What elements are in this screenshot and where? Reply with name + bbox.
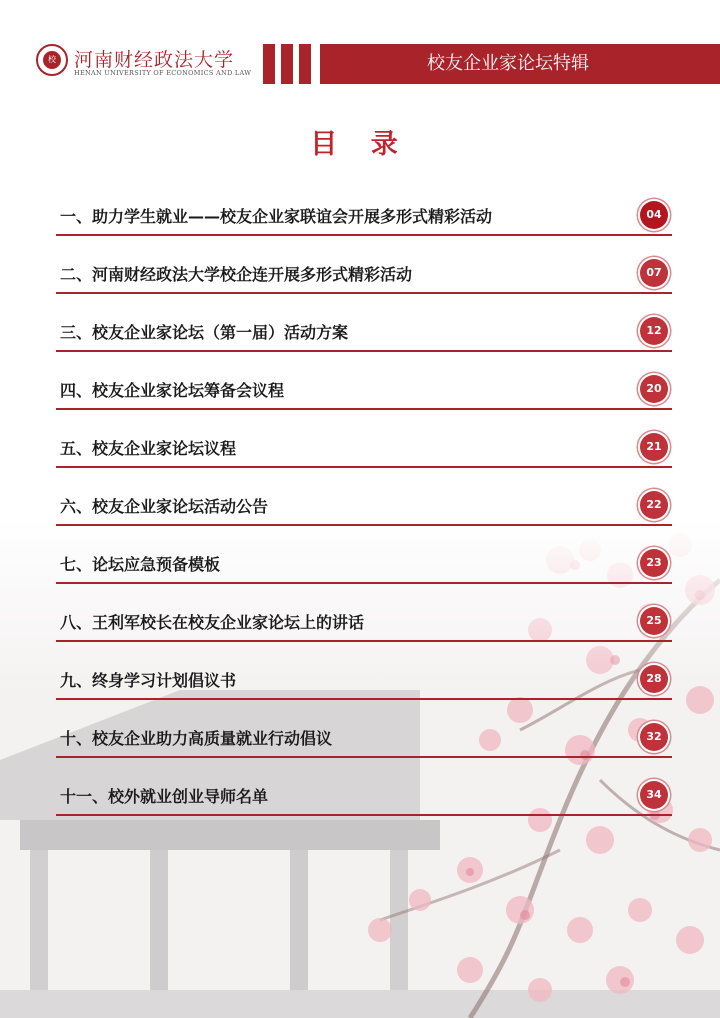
- toc-item[interactable]: [56, 422, 676, 478]
- university-logo: [36, 44, 252, 80]
- toc-page-badge: 12: [640, 317, 668, 345]
- header-banner: [320, 44, 720, 84]
- toc-item[interactable]: [56, 364, 676, 420]
- toc-divider: [56, 814, 672, 816]
- toc-divider: [56, 756, 672, 758]
- toc-item-label: 十一、校外就业创业导师名单: [60, 787, 269, 806]
- toc-divider: [56, 698, 672, 700]
- campus-blossom-background: [0, 520, 720, 1018]
- toc-title: 目 录: [310, 129, 410, 160]
- header-stripe: [263, 44, 275, 84]
- toc-divider: [56, 408, 672, 410]
- toc-item-label: 十、校友企业助力高质量就业行动倡议: [60, 729, 333, 748]
- toc-page-badge: 25: [640, 607, 668, 635]
- toc-item-label: 三、校友企业家论坛（第一届）活动方案: [60, 323, 349, 342]
- university-name-en: HENAN UNIVERSITY OF ECONOMICS AND LAW: [74, 69, 252, 77]
- toc-item[interactable]: [56, 538, 676, 594]
- header-stripe: [299, 44, 311, 84]
- toc-item[interactable]: [56, 480, 676, 536]
- toc-divider: [56, 292, 672, 294]
- toc-item[interactable]: [56, 654, 676, 710]
- toc-item[interactable]: [56, 306, 676, 362]
- toc-page-badge: 32: [640, 723, 668, 751]
- page-header: [0, 0, 720, 110]
- header-stripe: [281, 44, 293, 84]
- toc-item-label: 二、河南财经政法大学校企连开展多形式精彩活动: [60, 265, 413, 284]
- toc-divider: [56, 466, 672, 468]
- toc-page-badge: 07: [640, 259, 668, 287]
- toc-item-label: 九、终身学习计划倡议书: [60, 671, 237, 690]
- toc-item-label: 五、校友企业家论坛议程: [60, 439, 237, 458]
- toc-item-label: 四、校友企业家论坛筹备会议程: [60, 381, 285, 400]
- toc-item[interactable]: [56, 770, 676, 826]
- toc-item-label: 一、助力学生就业——校友企业家联谊会开展多形式精彩活动: [60, 207, 493, 226]
- toc-item[interactable]: [56, 190, 676, 246]
- toc-page-badge: 20: [640, 375, 668, 403]
- toc-item[interactable]: [56, 596, 676, 652]
- toc-divider: [56, 582, 672, 584]
- toc-item-label: 八、王利军校长在校友企业家论坛上的讲话: [60, 613, 365, 632]
- university-name: 河南财经政法大学: [74, 49, 235, 71]
- toc-page-badge: 23: [640, 549, 668, 577]
- toc-page-badge: 04: [640, 201, 668, 229]
- toc-page-badge: 21: [640, 433, 668, 461]
- toc-divider: [56, 524, 672, 526]
- toc-item-label: 六、校友企业家论坛活动公告: [60, 497, 269, 516]
- toc-page-badge: 22: [640, 491, 668, 519]
- banner-title: 校友企业家论坛特辑: [427, 53, 589, 74]
- university-seal-icon: 校: [36, 44, 68, 76]
- toc-page-badge: 34: [640, 781, 668, 809]
- toc-divider: [56, 640, 672, 642]
- toc-page-badge: 28: [640, 665, 668, 693]
- toc-divider: [56, 234, 672, 236]
- toc-item-label: 七、论坛应急预备模板: [60, 555, 221, 574]
- toc-divider: [56, 350, 672, 352]
- toc-item[interactable]: [56, 712, 676, 768]
- toc-item[interactable]: [56, 248, 676, 304]
